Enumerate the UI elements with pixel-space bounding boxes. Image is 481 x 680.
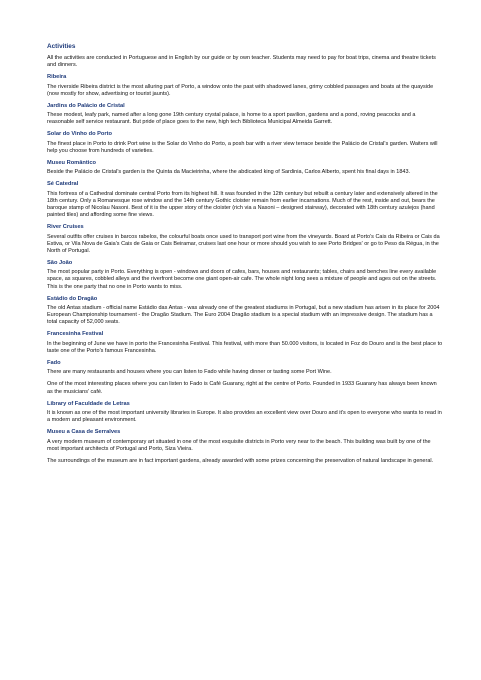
document-page (47, 43, 443, 470)
intro-paragraph: All the activities are conducted in Portuguese and in English by our guide or by own teacher. Students may need to pay for boat trips, cinema and theatre tickets and dinners. (47, 55, 436, 69)
section-heading: Jardins do Palácio de Cristal (47, 102, 125, 109)
section-heading: Fado (47, 359, 61, 366)
section-paragraph: There are many restaurants and houses where you can listen to Fado while having dinner or tasting some Port Wine. (47, 369, 332, 376)
section-paragraph: The riverside Ribeira district is the most alluring part of Porto, a window onto the past with shadowed lanes, grimy cobbled passages and boats at the quayside (now mostly for show, advertising or tourist jaunts). (47, 83, 434, 97)
section-heading: Museu a Casa de Serralves (47, 429, 121, 436)
section (47, 331, 443, 355)
section (47, 260, 443, 291)
section (47, 160, 443, 177)
section (47, 429, 443, 465)
section-paragraph: This fortress of a Cathedral dominate central Porto from its highest hill. It was founded in the 12th century but rebuilt a century later and extensively altered in the 18th century. Only a Romanesque rose window and the 14th century Gothic cloister remain from earlier incarnations. Much of the rest, inside and out, bears the baroque stamp of Nicolau Nasoni. Best of it is the upper story of the cloister (rich via a Nasoni – designed stairway), decorated with 18th century azulejos (hand painted tiles) and affording some fine views. (47, 190, 438, 219)
sections-container (47, 74, 443, 465)
section-paragraph: The finest place in Porto to drink Port wine is the Solar do Vinho do Porto, a posh bar with a river view terrace beside the Palácio de Cristal's garden. Waiters will help you choose from hundreds of varieties. (47, 140, 438, 154)
section-paragraph: Several outfits offer cruises in barcos rabelos, the colourful boats once used to transport port wine from the vineyards. Board at Porto’s Cais da Ribeira or Cais da Estiva, or Vila Nova de Gaia’s Cais de Gaia or Cais Beiramar, cruises last one hour or more should you wish to see Porto Bridges' or go to Peso da Régua, in the North of Portugal. (47, 233, 440, 254)
section-paragraph: It is known as one of the most important university libraries in Europe. It also provides an excellent view over Douro and it's open to everyone who wants to read in a modern and pleasant environment. (47, 410, 442, 424)
section-paragraph: One of the most interesting places where you can listen to Fado is Café Guarany, right at the centre of Porto. Founded in 1933 Guarany has always been known as the musicians' café. (47, 381, 437, 395)
section-paragraph: Beside the Palácio de Cristal's garden is the Quinta da Macieirinha, where the abdicated king of Sardinia, Carlos Alberto, spent his final days in 1843. (47, 169, 411, 176)
section-paragraph: The surroundings of the museum are in fact important gardens, already awarded with some prizes concerning the preservation of natural landscape in general. (47, 457, 434, 464)
section (47, 181, 443, 219)
section-paragraph: These modest, leafy park, named after a long gone 19th century crystal palace, is home to a sport pavilion, gardens and a pond, roving peacocks and a reasonable self service restaurant. But pride of place goes to the new, high tech Biblioteca Municipal Almeida Garrett. (47, 112, 416, 126)
page-title: Activities (47, 43, 76, 50)
section (47, 224, 443, 255)
section-paragraph: The most popular party in Porto. Everything is open - windows and doors of cafes, bars, houses and restaurants; tables, chairs and benches line every available space, as squares, cobbled alleys and the riverfront become one giant open-air cafe. The whole night long sees a mixture of people and ages out on the streets. This is the one party that no one in Porto wants to miss. (47, 269, 437, 290)
section (47, 131, 443, 155)
section-heading: Francesinha Festival (47, 331, 104, 338)
section-paragraph: A very modern museum of contemporary art situated in one of the most exquisite districts in Porto very near to the beach. This building was built by one of the most important architects of Portugal and Porto, Siza Vieira. (47, 438, 431, 452)
section-heading: Museu Romântico (47, 159, 96, 166)
section (47, 296, 443, 327)
section-heading: São João (47, 259, 73, 266)
section-heading: Sé Catedral (47, 181, 79, 188)
section-heading: Library of Faculdade de Letras (47, 400, 130, 407)
section (47, 360, 443, 396)
section-heading: Ribeira (47, 74, 67, 81)
section-heading: River Cruises (47, 224, 84, 231)
section-heading: Solar do Vinho do Porto (47, 131, 112, 138)
section (47, 401, 443, 425)
section (47, 74, 443, 98)
section (47, 103, 443, 127)
section-paragraph: In the beginning of June we have in porto the Francesinha Festival. This festival, with more than 50.000 visitors, is located in Foz do Douro and is the best place to taste one of the Porto's famous Francesinha. (47, 340, 443, 354)
section-heading: Estádio do Dragão (47, 295, 98, 302)
section-paragraph: The old Antas stadium - official name Estádio das Antas - was already one of the greatest stadiums in Portugal, but a new stadium has arisen in its place for 2004 European Championship tournament - the Dragão Stadium. The Euro 2004 Dragão stadium is a special stadium with an impressive design. The stadium has a total capacity of 52,000 seats. (47, 305, 440, 326)
